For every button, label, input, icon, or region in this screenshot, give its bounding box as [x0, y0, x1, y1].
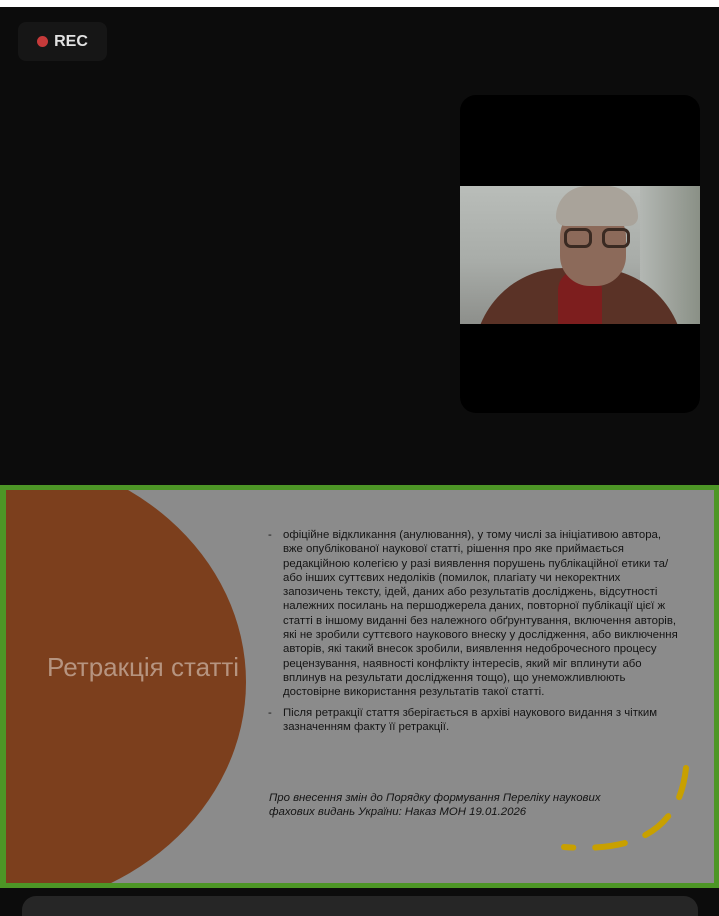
participant-hair	[556, 186, 638, 226]
presentation-slide	[6, 490, 714, 883]
recording-indicator	[18, 22, 107, 61]
bottom-control-bar[interactable]	[22, 896, 698, 916]
bullet-marker: -	[268, 706, 272, 719]
top-status-strip	[0, 0, 719, 7]
participant-video-tile[interactable]	[460, 95, 700, 413]
bullet-text: Після ретракції стаття зберігається в архіві наукового видання з чітким зазначенням факту її ретракції.	[283, 706, 658, 733]
slide-source-citation: Про внесення змін до Порядку формування Переліку наукових фахових видань України: Наказ МОН 19.01.2026	[269, 792, 601, 819]
shared-screen[interactable]	[0, 485, 719, 888]
dashed-arc-annotation	[552, 765, 712, 865]
bullet-text: офіційне відкликання (анулювання), у тому числі за ініціативою автора, вже опублікованої наукової статті, рішення про яке приймається редакційною колегією у разі виявлення порушень публікаційної етики та/або інших суттєвих недоліків (помилок, плагіату чи некоректних запозичень тексту, ідей, даних або результатів досліджень, відсутності належних посилань на першоджерела даних, повторної публікації цієї ж статті в іншому виданні без належного обґрунтування, включення авторів, які не зробили суттєвого наукового внеску у дослідження, або виключення авторів, які такий внесок зробили, виявлення недоброчесного процесу рецензування, наявності конфлікту інтересів, який міг вплинути або вплинув на результати дослідження тощо), що унеможливлюють достовірне використання результатів такої статті.	[283, 529, 678, 699]
slide-decor-circle	[6, 490, 246, 883]
slide-title: Ретракція статті	[47, 652, 240, 682]
slide-bullet	[268, 706, 678, 735]
participant-video-feed	[460, 186, 700, 324]
slide-body	[268, 528, 678, 734]
record-dot-icon	[37, 36, 48, 47]
bullet-marker: -	[268, 529, 272, 541]
recording-label: REC	[54, 32, 88, 50]
participant-glasses	[564, 228, 630, 250]
slide-bullet	[268, 528, 678, 700]
